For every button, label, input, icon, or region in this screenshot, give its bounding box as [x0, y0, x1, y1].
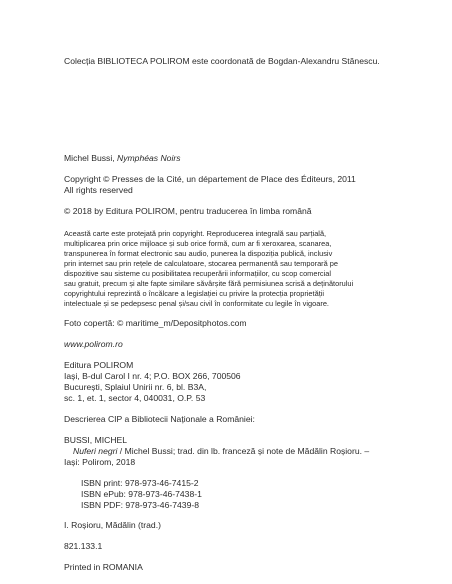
cip-heading: Descrierea CIP a Bibliotecii Naționale a României: [64, 414, 255, 424]
original-title: Nymphéas Noirs [117, 153, 181, 163]
cip-imprint: Iași: Polirom, 2018 [64, 457, 136, 467]
legal-notice-line-8: intelectuale și se pedepsesc penal și/sau civil în conformitate cu legile în vigoare. [64, 299, 329, 308]
cip-translator-entry: I. Roșioru, Mădălin (trad.) [64, 520, 161, 530]
cip-title: Nuferi negri [73, 446, 118, 456]
legal-notice-line-5: dispozitive sau sisteme cu posibilitatea recuperării informațiilor, cu scop comercial [64, 269, 331, 278]
cover-photo-credit: Foto copertă: © maritime_m/Depositphotos.com [64, 318, 247, 328]
cip-description-rest: / Michel Bussi; trad. din lb. franceză și note de Mădălin Roșioru. – [117, 446, 370, 456]
publisher-address-iasi: Iași, B-dul Carol I nr. 4; P.O. BOX 266, 700506 [64, 371, 241, 381]
cip-description [73, 446, 369, 457]
author-name: Michel Bussi, [64, 153, 118, 163]
website: www.polirom.ro [64, 339, 123, 349]
legal-notice-line-3: transpunerea în format electronic sau audio, punerea la dispoziția publică, inclusiv [64, 249, 333, 258]
publisher-name: Editura POLIROM [64, 360, 134, 370]
translation-copyright: © 2018 by Editura POLIROM, pentru traducerea în limba română [64, 206, 312, 216]
author-title-line [64, 153, 181, 164]
printed-in: Printed in ROMANIA [64, 562, 143, 572]
isbn-pdf: ISBN PDF: 978-973-46-7439-8 [81, 500, 199, 510]
copyright-line-2: All rights reserved [64, 185, 133, 195]
legal-notice-line-4: prin internet sau prin rețele de calculatoare, stocarea permanentă sau temporară pe [64, 259, 339, 268]
copyright-line-1: Copyright © Presses de la Cité, un département de Place des Éditeurs, 2011 [64, 174, 356, 184]
legal-notice-line-6: sau gratuit, precum și alte fapte similare săvârșite fără permisiunea scrisă a deținătorului [64, 279, 354, 288]
collection-note: Colecția BIBLIOTECA POLIROM este coordonată de Bogdan-Alexandru Stănescu. [64, 56, 380, 66]
legal-notice-line-1: Această carte este protejată prin copyright. Reproducerea integrală sau parțială, [64, 229, 327, 238]
isbn-print: ISBN print: 978-973-46-7415-2 [81, 478, 199, 488]
publisher-address-bucuresti-1: București, Splaiul Unirii nr. 6, bl. B3A, [64, 382, 207, 392]
legal-notice-line-7: copyrightului reprezintă o încălcare a legislației cu privire la protecția proprietății [64, 289, 325, 298]
cip-classification: 821.133.1 [64, 541, 103, 551]
legal-notice-line-2: multiplicarea prin orice mijloace și sub orice formă, cum ar fi xeroxarea, scanarea, [64, 239, 332, 248]
isbn-epub: ISBN ePub: 978-973-46-7438-1 [81, 489, 202, 499]
cip-author-heading: BUSSI, MICHEL [64, 435, 128, 445]
publisher-address-bucuresti-2: sc. 1, et. 1, sector 4, 040031, O.P. 53 [64, 393, 206, 403]
